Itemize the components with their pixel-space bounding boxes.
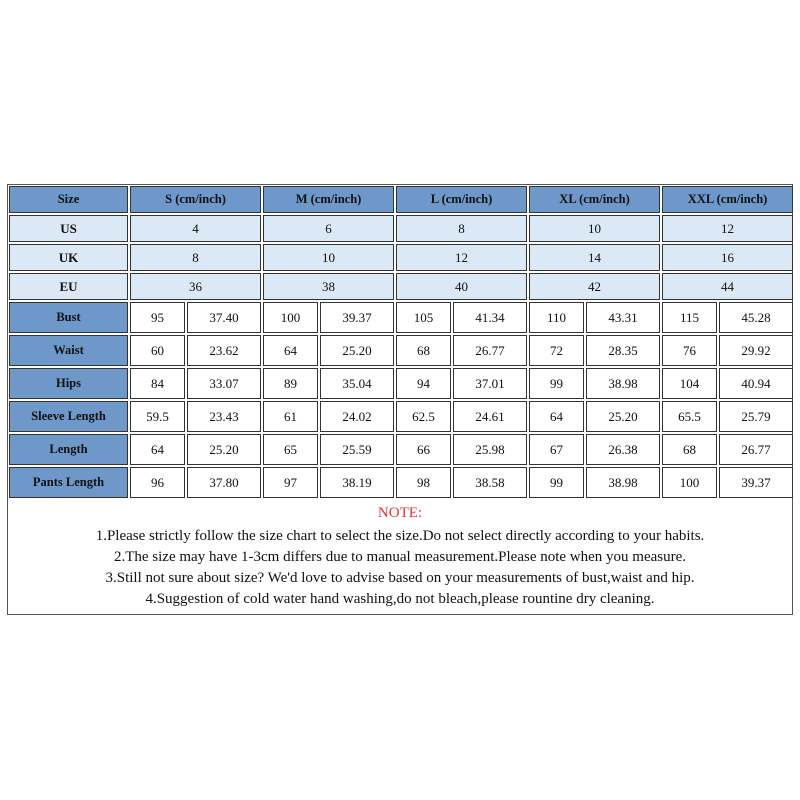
measurement-inch-value: 28.35 [586,335,660,366]
measurement-cm-value: 97 [263,467,318,498]
note-line-1: 1.Please strictly follow the size chart to select the size.Do not select directly according to your habits. [95,528,705,544]
notes-title: NOTE: [377,505,423,521]
measurement-inch-value: 23.43 [187,401,261,432]
measurement-cm-value: 100 [263,302,318,333]
measurement-inch-value: 24.02 [320,401,394,432]
note-line-3: 3.Still not sure about size? We'd love to advise based on your measurements of bust,waist and hip. [105,570,695,586]
measurement-cm-value: 61 [263,401,318,432]
size-header-row [9,186,793,213]
region-size-value: 36 [130,273,261,300]
region-size-value: 10 [263,244,394,271]
measurement-cm-value: 64 [529,401,584,432]
measurement-inch-value: 25.98 [453,434,527,465]
measurement-inch-value: 25.20 [586,401,660,432]
measurement-inch-value: 25.20 [320,335,394,366]
measurement-inch-value: 39.37 [320,302,394,333]
region-label: EU [9,273,128,300]
measurement-inch-value: 25.79 [719,401,793,432]
measurement-cm-value: 100 [662,467,717,498]
measurement-cm-value: 64 [130,434,185,465]
region-row [9,273,793,300]
measurement-inch-value: 38.98 [586,368,660,399]
region-row [9,215,793,242]
measurement-cm-value: 65 [263,434,318,465]
region-size-value: 38 [263,273,394,300]
measurement-inch-value: 26.77 [453,335,527,366]
measurement-inch-value: 23.62 [187,335,261,366]
measurement-cm-value: 76 [662,335,717,366]
measurement-inch-value: 33.07 [187,368,261,399]
measurement-inch-value: 37.40 [187,302,261,333]
region-size-value: 42 [529,273,660,300]
measurement-cm-value: 110 [529,302,584,333]
measurement-row [9,467,793,498]
measurement-inch-value: 38.58 [453,467,527,498]
measurement-cm-value: 68 [662,434,717,465]
measurement-cm-value: 96 [130,467,185,498]
size-header-m: M (cm/inch) [263,186,394,213]
measurement-inch-value: 37.80 [187,467,261,498]
measurement-cm-value: 99 [529,467,584,498]
measurement-label: Length [9,434,128,465]
measurement-cm-value: 66 [396,434,451,465]
measurement-cm-value: 104 [662,368,717,399]
measurement-cm-value: 65.5 [662,401,717,432]
measurement-inch-value: 26.38 [586,434,660,465]
measurement-inch-value: 25.20 [187,434,261,465]
region-size-value: 12 [662,215,793,242]
measurement-cm-value: 67 [529,434,584,465]
region-size-value: 16 [662,244,793,271]
measurement-inch-value: 26.77 [719,434,793,465]
measurement-label: Sleeve Length [9,401,128,432]
measurement-label: Waist [9,335,128,366]
measurement-label: Pants Length [9,467,128,498]
measurement-inch-value: 38.98 [586,467,660,498]
measurement-cm-value: 62.5 [396,401,451,432]
measurement-label: Bust [9,302,128,333]
measurement-inch-value: 35.04 [320,368,394,399]
corner-label: Size [9,186,128,213]
region-size-value: 6 [263,215,394,242]
measurement-inch-value: 37.01 [453,368,527,399]
measurement-cm-value: 94 [396,368,451,399]
measurement-inch-value: 43.31 [586,302,660,333]
measurement-inch-value: 24.61 [453,401,527,432]
note-line-4: 4.Suggestion of cold water hand washing,do not bleach,please rountine dry cleaning. [145,591,655,607]
measurement-cm-value: 84 [130,368,185,399]
measurement-row [9,434,793,465]
region-size-value: 8 [396,215,527,242]
measurement-cm-value: 60 [130,335,185,366]
measurement-inch-value: 40.94 [719,368,793,399]
measurement-cm-value: 98 [396,467,451,498]
measurement-row [9,335,793,366]
measurement-cm-value: 115 [662,302,717,333]
measurement-cm-value: 64 [263,335,318,366]
measurement-row [9,302,793,333]
region-size-value: 12 [396,244,527,271]
size-chart [7,184,793,615]
size-header-xl: XL (cm/inch) [529,186,660,213]
region-size-value: 4 [130,215,261,242]
measurement-inch-value: 45.28 [719,302,793,333]
measurement-cm-value: 72 [529,335,584,366]
measurement-inch-value: 41.34 [453,302,527,333]
measurement-cm-value: 95 [130,302,185,333]
notes-section [8,505,792,610]
measurement-inch-value: 25.59 [320,434,394,465]
measurement-row [9,368,793,399]
measurement-cm-value: 105 [396,302,451,333]
region-size-value: 8 [130,244,261,271]
size-table [7,184,795,500]
measurement-inch-value: 29.92 [719,335,793,366]
measurement-label: Hips [9,368,128,399]
size-header-xxl: XXL (cm/inch) [662,186,793,213]
note-line-2: 2.The size may have 1-3cm differs due to manual measurement.Please note when you measure. [113,549,687,565]
measurement-cm-value: 99 [529,368,584,399]
measurement-cm-value: 68 [396,335,451,366]
region-label: US [9,215,128,242]
region-label: UK [9,244,128,271]
region-size-value: 10 [529,215,660,242]
region-size-value: 14 [529,244,660,271]
size-header-s: S (cm/inch) [130,186,261,213]
region-size-value: 40 [396,273,527,300]
region-size-value: 44 [662,273,793,300]
measurement-inch-value: 39.37 [719,467,793,498]
region-row [9,244,793,271]
measurement-row [9,401,793,432]
measurement-inch-value: 38.19 [320,467,394,498]
size-header-l: L (cm/inch) [396,186,527,213]
measurement-cm-value: 89 [263,368,318,399]
measurement-cm-value: 59.5 [130,401,185,432]
